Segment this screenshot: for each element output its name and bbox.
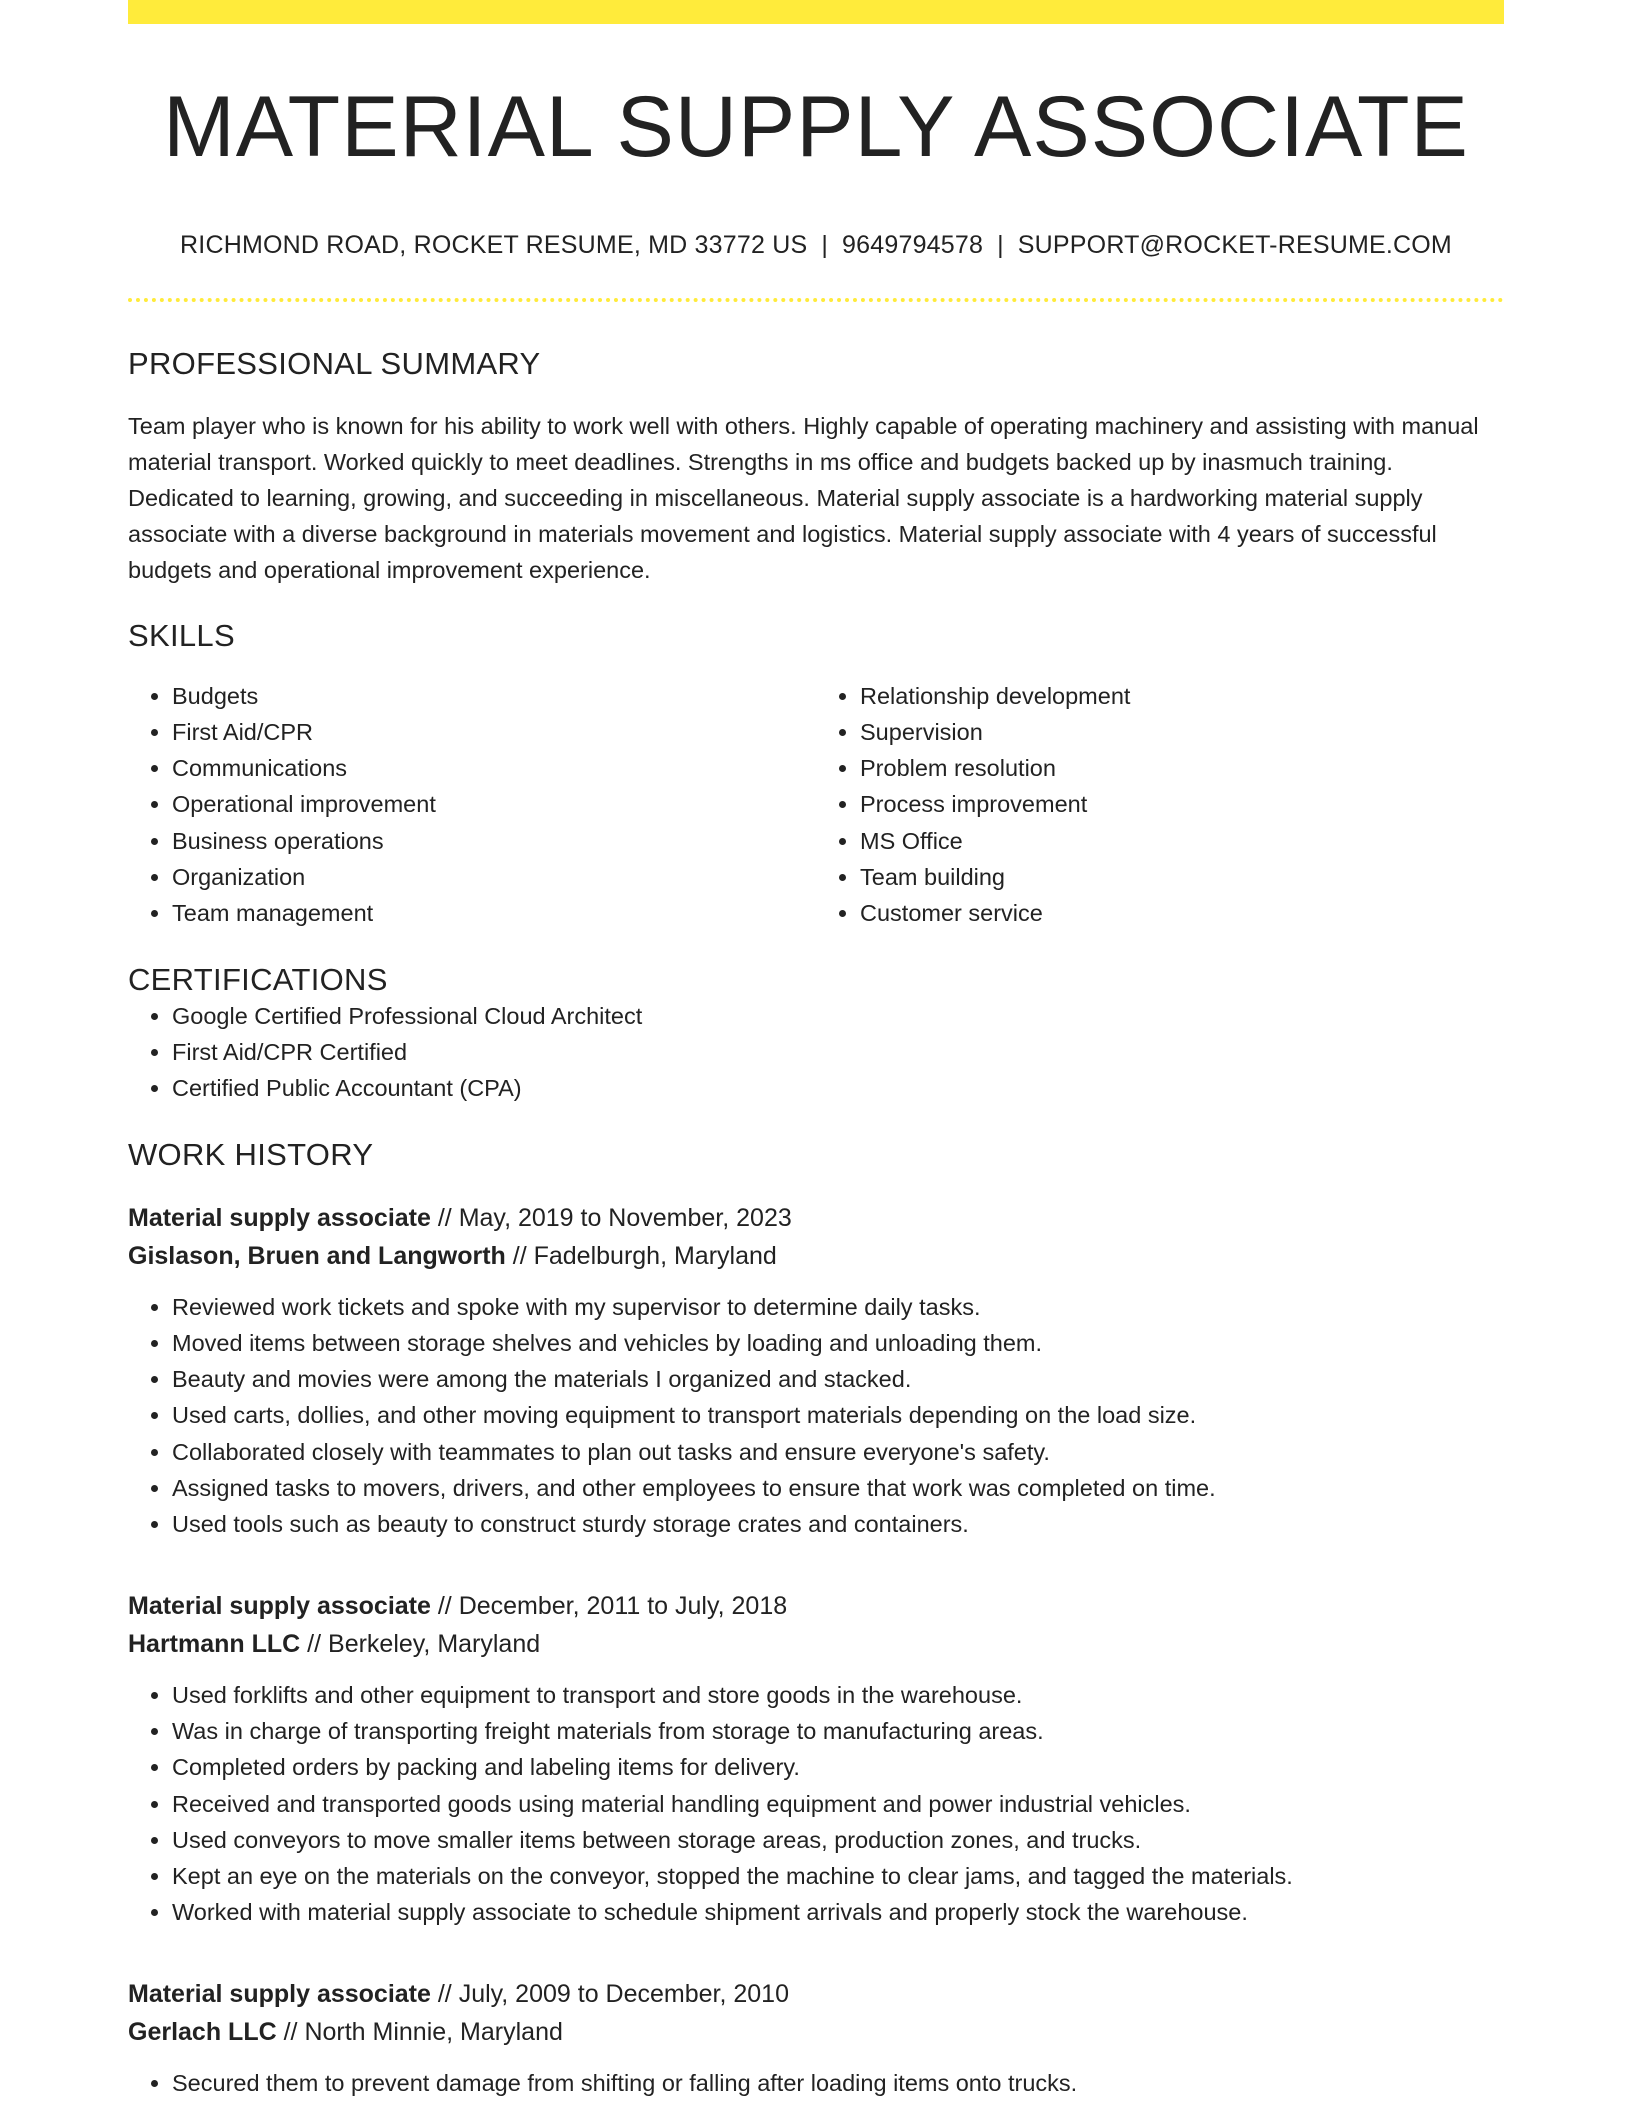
job-location: // North Minnie, Maryland [276, 2017, 563, 2046]
skill-item: • MS Office [860, 823, 1504, 859]
job-duty: • Used conveyors to move smaller items between storage areas, production zones, and trucks. [172, 1822, 1504, 1858]
contact-separator: | [997, 230, 1004, 259]
skills-columns [128, 678, 1504, 932]
certifications-heading: CERTIFICATIONS [128, 961, 388, 997]
certification-item: • Certified Public Accountant (CPA) [172, 1070, 1504, 1106]
skill-item: • Team building [860, 859, 1504, 895]
certification-item: • Google Certified Professional Cloud Architect [172, 998, 1504, 1034]
job-company: Gerlach LLC [128, 2017, 277, 2046]
contact-phone[interactable]: 9649794578 [842, 230, 984, 259]
summary-heading: PROFESSIONAL SUMMARY [128, 345, 541, 381]
accent-bar [128, 0, 1504, 24]
skill-item: • Business operations [172, 823, 816, 859]
contact-line [128, 231, 1504, 260]
contact-address: RICHMOND ROAD, ROCKET RESUME, MD 33772 US [180, 230, 808, 259]
summary-text: Team player who is known for his ability to work well with others. Highly capable of operating machinery and assisting with manual material transport. Worked quickly to meet deadlines. Strengths in ms office and budgets backed up by inasmuch training. Dedicated to learning, growing, and succeeding in miscellaneous. Material supply associate is a hardworking material supply associate with a diverse background in materials movement and logistics. Material supply associate with 4 years of successful budgets and operational improvement experience. [128, 412, 1479, 583]
job-entry [128, 1199, 1504, 1543]
job-duties-list [128, 2065, 1504, 2101]
certifications-list [128, 998, 1504, 1107]
job-duty: • Worked with material supply associate to schedule shipment arrivals and properly stock the warehouse. [172, 1894, 1504, 1930]
job-duty: • Used forklifts and other equipment to transport and store goods in the warehouse. [172, 1677, 1504, 1713]
skill-item: • Operational improvement [172, 786, 816, 822]
skill-item: • Problem resolution [860, 750, 1504, 786]
job-company-line [128, 2013, 1504, 2051]
job-role: Material supply associate [128, 1591, 431, 1620]
job-duties-list [128, 1677, 1504, 1931]
job-entry [128, 1587, 1504, 1931]
job-duty: • Used carts, dollies, and other moving equipment to transport materials depending on the load size. [172, 1397, 1504, 1433]
skill-item: • Budgets [172, 678, 816, 714]
skills-list-left [128, 678, 816, 932]
job-duty: • Reviewed work tickets and spoke with my supervisor to determine daily tasks. [172, 1289, 1504, 1325]
resume-name: MATERIAL SUPPLY ASSOCIATE [163, 79, 1469, 175]
job-duty: • Kept an eye on the materials on the conveyor, stopped the machine to clear jams, and tagged the materials. [172, 1858, 1504, 1894]
job-location: // Fadelburgh, Maryland [505, 1241, 777, 1270]
job-duty: • Was in charge of transporting freight materials from storage to manufacturing areas. [172, 1713, 1504, 1749]
job-company: Gislason, Bruen and Langworth [128, 1241, 506, 1270]
job-duty: • Collaborated closely with teammates to plan out tasks and ensure everyone's safety. [172, 1434, 1504, 1470]
skill-item: • Relationship development [860, 678, 1504, 714]
resume-page [128, 0, 1504, 2101]
job-role-line [128, 1587, 1504, 1625]
skills-list-right [816, 678, 1504, 932]
contact-separator: | [821, 230, 829, 259]
dotted-divider [128, 298, 1504, 302]
job-company: Hartmann LLC [128, 1629, 301, 1658]
job-entry [128, 1975, 1504, 2101]
job-duty: • Moved items between storage shelves and vehicles by loading and unloading them. [172, 1325, 1504, 1361]
job-location: // Berkeley, Maryland [300, 1629, 541, 1658]
job-duty: • Completed orders by packing and labeling items for delivery. [172, 1749, 1504, 1785]
job-dates: // December, 2011 to July, 2018 [430, 1591, 788, 1620]
skill-item: • Process improvement [860, 786, 1504, 822]
job-duty: • Received and transported goods using material handling equipment and power industrial vehicles. [172, 1786, 1504, 1822]
job-role: Material supply associate [128, 1203, 431, 1232]
skill-item: • Communications [172, 750, 816, 786]
skill-item: • Team management [172, 895, 816, 931]
job-dates: // July, 2009 to December, 2010 [430, 1979, 789, 2008]
job-role-line [128, 1199, 1504, 1237]
skill-item: • First Aid/CPR [172, 714, 816, 750]
job-duty: • Beauty and movies were among the materials I organized and stacked. [172, 1361, 1504, 1397]
work-history-heading: WORK HISTORY [128, 1136, 374, 1172]
job-company-line [128, 1237, 1504, 1275]
job-role-line [128, 1975, 1504, 2013]
skills-heading: SKILLS [128, 617, 235, 653]
skill-item: • Customer service [860, 895, 1504, 931]
job-duty: • Secured them to prevent damage from shifting or falling after loading items onto trucks. [172, 2065, 1504, 2101]
skill-item: • Organization [172, 859, 816, 895]
job-duty: • Assigned tasks to movers, drivers, and other employees to ensure that work was completed on time. [172, 1470, 1504, 1506]
job-company-line [128, 1625, 1504, 1663]
job-role: Material supply associate [128, 1979, 431, 2008]
certification-item: • First Aid/CPR Certified [172, 1034, 1504, 1070]
skill-item: • Supervision [860, 714, 1504, 750]
contact-email[interactable]: SUPPORT@ROCKET-RESUME.COM [1017, 230, 1452, 259]
job-duties-list [128, 1289, 1504, 1543]
job-dates: // May, 2019 to November, 2023 [430, 1203, 792, 1232]
job-duty: • Used tools such as beauty to construct sturdy storage crates and containers. [172, 1506, 1504, 1542]
